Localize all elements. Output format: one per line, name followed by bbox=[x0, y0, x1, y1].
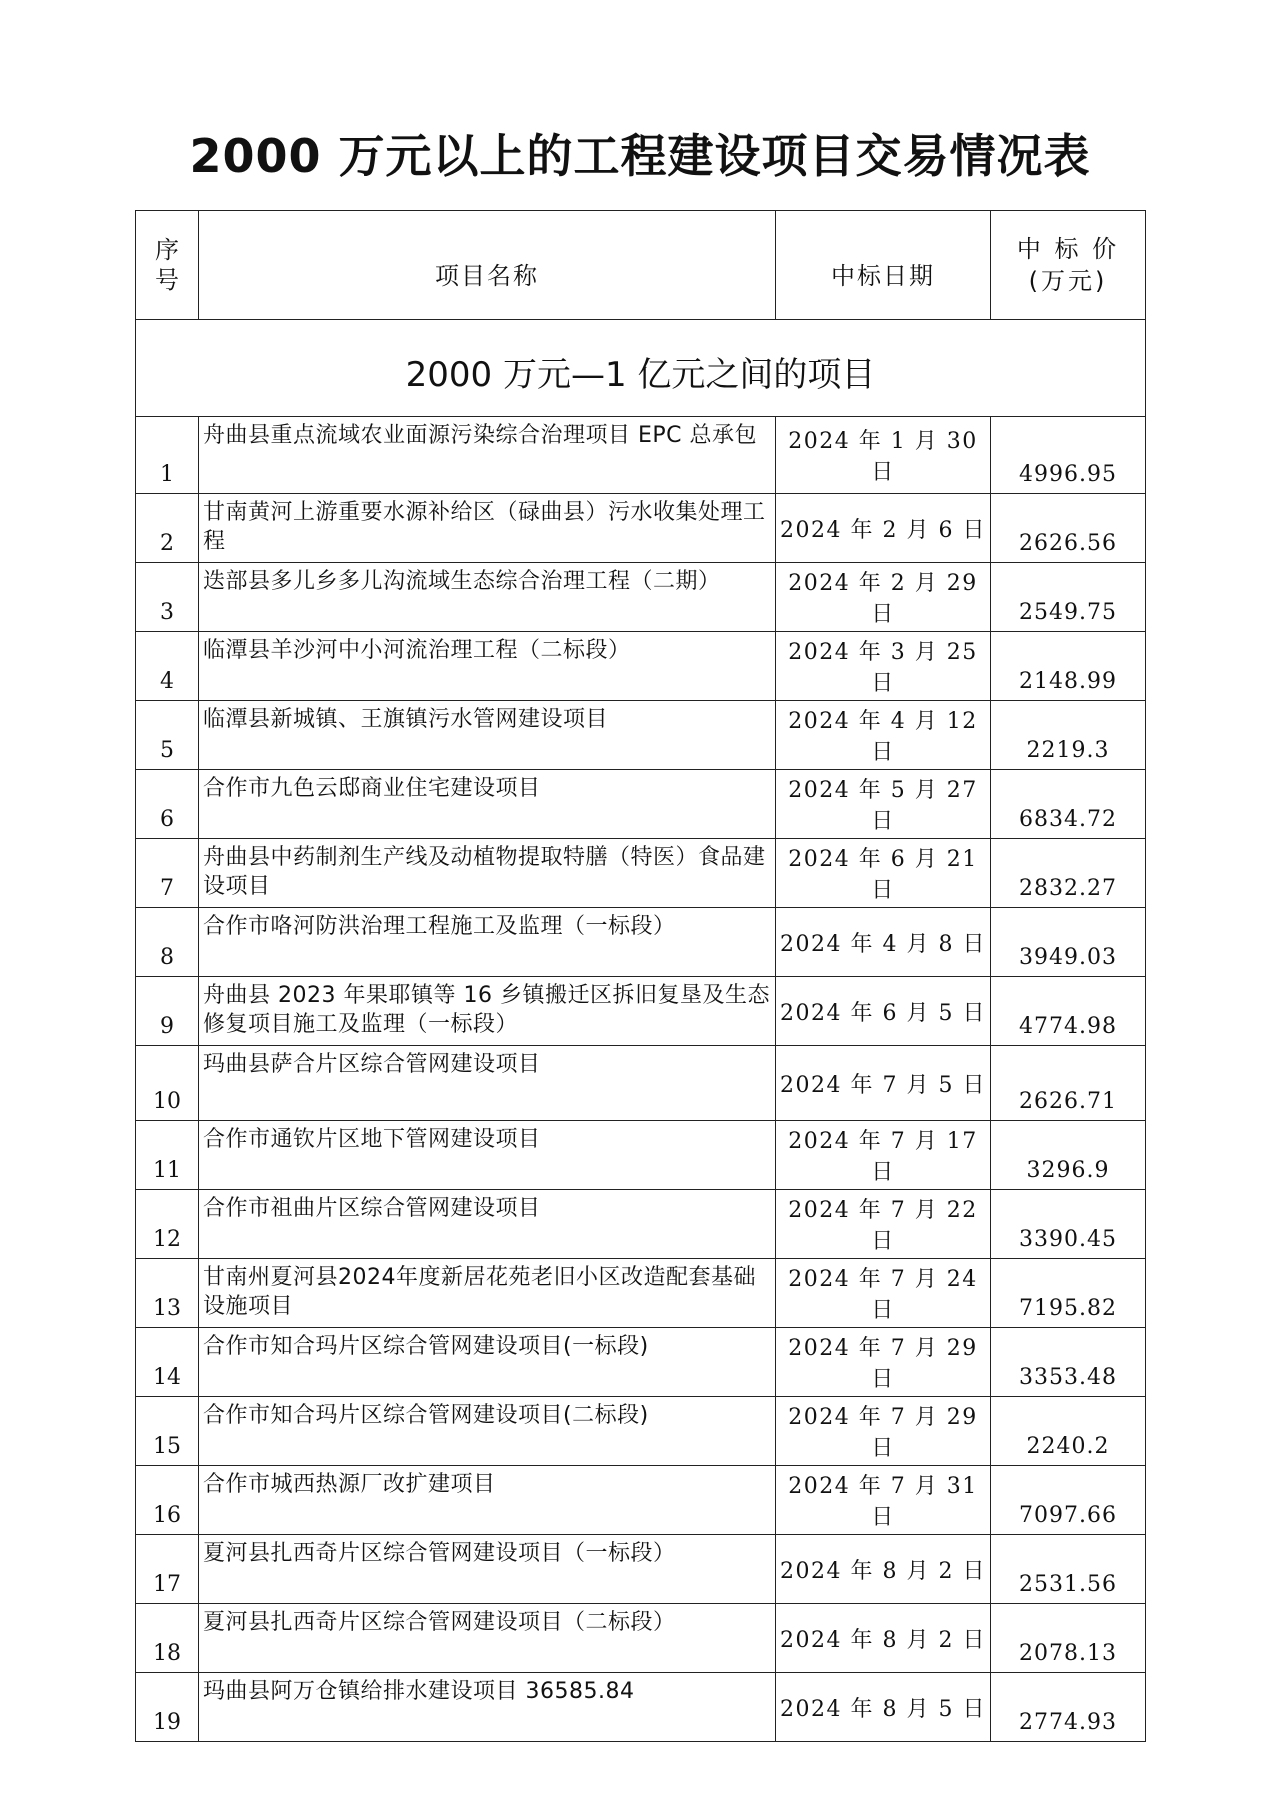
row-winning-price: 2774.93 bbox=[991, 1673, 1146, 1742]
row-award-date: 2024 年 7 月 5 日 bbox=[776, 1046, 991, 1121]
row-winning-price: 2148.99 bbox=[991, 632, 1146, 701]
row-project-name: 夏河县扎西奇片区综合管网建设项目（一标段） bbox=[199, 1535, 776, 1604]
row-award-date: 2024 年 7 月 22 日 bbox=[776, 1190, 991, 1259]
table-row bbox=[136, 417, 1146, 494]
header-serial-number bbox=[136, 211, 199, 320]
table-row bbox=[136, 1121, 1146, 1190]
row-award-date: 2024 年 7 月 29 日 bbox=[776, 1328, 991, 1397]
row-serial-number: 16 bbox=[136, 1466, 199, 1535]
row-award-date: 2024 年 5 月 27 日 bbox=[776, 770, 991, 839]
row-award-date: 2024 年 2 月 6 日 bbox=[776, 494, 991, 563]
table-row bbox=[136, 1604, 1146, 1673]
bid-results-table bbox=[135, 210, 1146, 1742]
row-award-date: 2024 年 3 月 25 日 bbox=[776, 632, 991, 701]
page-title: 2000 万元以上的工程建设项目交易情况表 bbox=[189, 129, 1091, 183]
row-project-name: 舟曲县 2023 年果耶镇等 16 乡镇搬迁区拆旧复垦及生态修复项目施工及监理（一标段） bbox=[199, 977, 776, 1046]
row-serial-number: 1 bbox=[136, 417, 199, 494]
table-row bbox=[136, 1673, 1146, 1742]
table-body bbox=[136, 320, 1146, 1742]
row-serial-number: 6 bbox=[136, 770, 199, 839]
header-winning-price bbox=[991, 211, 1146, 320]
header-serial-line2: 号 bbox=[155, 266, 179, 294]
section-title: 2000 万元—1 亿元之间的项目 bbox=[136, 320, 1146, 417]
row-award-date: 2024 年 7 月 24 日 bbox=[776, 1259, 991, 1328]
row-serial-number: 8 bbox=[136, 908, 199, 977]
row-serial-number: 2 bbox=[136, 494, 199, 563]
table-row bbox=[136, 632, 1146, 701]
row-serial-number: 5 bbox=[136, 701, 199, 770]
table-row bbox=[136, 908, 1146, 977]
row-winning-price: 2078.13 bbox=[991, 1604, 1146, 1673]
row-project-name: 夏河县扎西奇片区综合管网建设项目（二标段） bbox=[199, 1604, 776, 1673]
row-award-date: 2024 年 8 月 2 日 bbox=[776, 1535, 991, 1604]
table-row bbox=[136, 563, 1146, 632]
row-serial-number: 15 bbox=[136, 1397, 199, 1466]
row-award-date: 2024 年 2 月 29 日 bbox=[776, 563, 991, 632]
table-row bbox=[136, 1397, 1146, 1466]
row-winning-price: 4774.98 bbox=[991, 977, 1146, 1046]
row-project-name: 合作市通钦片区地下管网建设项目 bbox=[199, 1121, 776, 1190]
row-winning-price: 2626.56 bbox=[991, 494, 1146, 563]
row-winning-price: 2219.3 bbox=[991, 701, 1146, 770]
table-row bbox=[136, 1466, 1146, 1535]
row-serial-number: 17 bbox=[136, 1535, 199, 1604]
table-row bbox=[136, 494, 1146, 563]
row-project-name: 迭部县多儿乡多儿沟流域生态综合治理工程（二期） bbox=[199, 563, 776, 632]
row-serial-number: 10 bbox=[136, 1046, 199, 1121]
section-row bbox=[136, 320, 1146, 417]
row-project-name: 玛曲县阿万仓镇给排水建设项目 36585.84 bbox=[199, 1673, 776, 1742]
row-award-date: 2024 年 4 月 8 日 bbox=[776, 908, 991, 977]
row-project-name: 甘南州夏河县2024年度新居花苑老旧小区改造配套基础设施项目 bbox=[199, 1259, 776, 1328]
table-row bbox=[136, 1259, 1146, 1328]
row-winning-price: 2626.71 bbox=[991, 1046, 1146, 1121]
row-winning-price: 3353.48 bbox=[991, 1328, 1146, 1397]
row-serial-number: 7 bbox=[136, 839, 199, 908]
row-winning-price: 3949.03 bbox=[991, 908, 1146, 977]
row-winning-price: 6834.72 bbox=[991, 770, 1146, 839]
row-project-name: 合作市祖曲片区综合管网建设项目 bbox=[199, 1190, 776, 1259]
row-project-name: 合作市咯河防洪治理工程施工及监理（一标段） bbox=[199, 908, 776, 977]
row-winning-price: 3296.9 bbox=[991, 1121, 1146, 1190]
row-project-name: 玛曲县萨合片区综合管网建设项目 bbox=[199, 1046, 776, 1121]
row-award-date: 2024 年 8 月 2 日 bbox=[776, 1604, 991, 1673]
row-project-name: 临潭县新城镇、王旗镇污水管网建设项目 bbox=[199, 701, 776, 770]
table-row bbox=[136, 1328, 1146, 1397]
row-award-date: 2024 年 1 月 30 日 bbox=[776, 417, 991, 494]
row-serial-number: 19 bbox=[136, 1673, 199, 1742]
row-serial-number: 4 bbox=[136, 632, 199, 701]
row-project-name: 合作市知合玛片区综合管网建设项目(二标段) bbox=[199, 1397, 776, 1466]
header-price-line1: 中 标 价 bbox=[1016, 235, 1120, 263]
row-award-date: 2024 年 7 月 29 日 bbox=[776, 1397, 991, 1466]
table-row bbox=[136, 701, 1146, 770]
row-award-date: 2024 年 4 月 12 日 bbox=[776, 701, 991, 770]
row-award-date: 2024 年 6 月 21 日 bbox=[776, 839, 991, 908]
row-project-name: 合作市城西热源厂改扩建项目 bbox=[199, 1466, 776, 1535]
row-serial-number: 9 bbox=[136, 977, 199, 1046]
row-serial-number: 13 bbox=[136, 1259, 199, 1328]
table-row bbox=[136, 977, 1146, 1046]
table-header-row bbox=[136, 211, 1146, 320]
row-project-name: 舟曲县中药制剂生产线及动植物提取特膳（特医）食品建设项目 bbox=[199, 839, 776, 908]
row-award-date: 2024 年 8 月 5 日 bbox=[776, 1673, 991, 1742]
row-winning-price: 3390.45 bbox=[991, 1190, 1146, 1259]
row-winning-price: 2240.2 bbox=[991, 1397, 1146, 1466]
row-project-name: 甘南黄河上游重要水源补给区（碌曲县）污水收集处理工程 bbox=[199, 494, 776, 563]
row-project-name: 舟曲县重点流域农业面源污染综合治理项目 EPC 总承包 bbox=[199, 417, 776, 494]
row-winning-price: 4996.95 bbox=[991, 417, 1146, 494]
row-project-name: 合作市知合玛片区综合管网建设项目(一标段) bbox=[199, 1328, 776, 1397]
table-row bbox=[136, 1535, 1146, 1604]
header-project-name: 项目名称 bbox=[199, 211, 776, 320]
header-serial-line1: 序 bbox=[155, 236, 179, 264]
row-winning-price: 7195.82 bbox=[991, 1259, 1146, 1328]
row-winning-price: 2531.56 bbox=[991, 1535, 1146, 1604]
row-serial-number: 3 bbox=[136, 563, 199, 632]
table-row bbox=[136, 1046, 1146, 1121]
row-project-name: 临潭县羊沙河中小河流治理工程（二标段） bbox=[199, 632, 776, 701]
header-price-line2: (万元) bbox=[1028, 267, 1108, 295]
row-award-date: 2024 年 7 月 31 日 bbox=[776, 1466, 991, 1535]
table-row bbox=[136, 770, 1146, 839]
row-winning-price: 2549.75 bbox=[991, 563, 1146, 632]
row-serial-number: 18 bbox=[136, 1604, 199, 1673]
row-winning-price: 7097.66 bbox=[991, 1466, 1146, 1535]
row-award-date: 2024 年 6 月 5 日 bbox=[776, 977, 991, 1046]
header-award-date: 中标日期 bbox=[776, 211, 991, 320]
table-row bbox=[136, 1190, 1146, 1259]
table-row bbox=[136, 839, 1146, 908]
row-serial-number: 12 bbox=[136, 1190, 199, 1259]
row-project-name: 合作市九色云邸商业住宅建设项目 bbox=[199, 770, 776, 839]
row-serial-number: 11 bbox=[136, 1121, 199, 1190]
row-winning-price: 2832.27 bbox=[991, 839, 1146, 908]
row-award-date: 2024 年 7 月 17 日 bbox=[776, 1121, 991, 1190]
row-serial-number: 14 bbox=[136, 1328, 199, 1397]
